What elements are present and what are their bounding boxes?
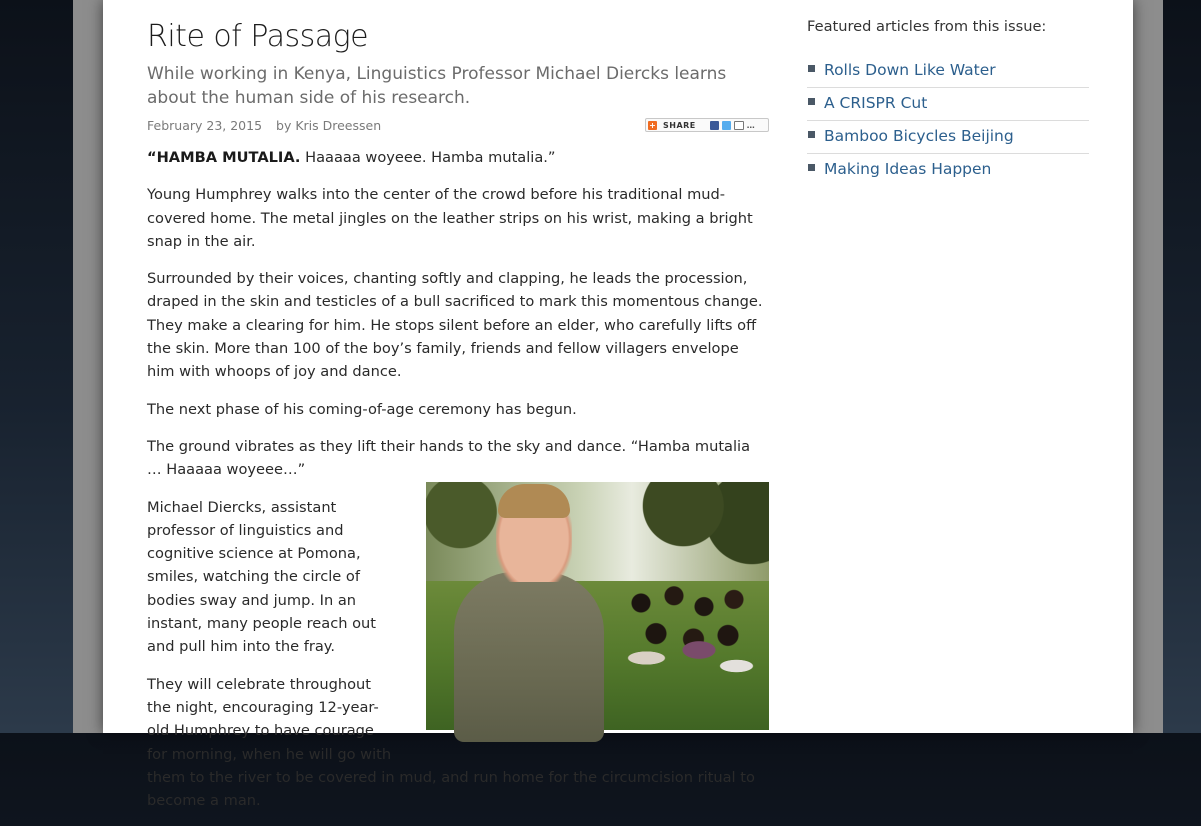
square-bullet-icon [808,65,815,72]
photo-children-clothes [609,618,759,698]
featured-item [807,56,1089,88]
featured-link-crispr[interactable]: A CRISPR Cut [824,93,928,112]
article-photo [426,482,769,730]
featured-list [807,56,1089,186]
twitter-icon[interactable] [722,121,731,130]
photo-man-body [454,572,604,742]
photo-man-hair [498,484,570,518]
share-button[interactable] [645,118,769,132]
share-label: SHARE [663,120,696,130]
square-bullet-icon [808,164,815,171]
featured-link-bamboo[interactable]: Bamboo Bicycles Beijing [824,126,1014,145]
featured-link-rolls-down[interactable]: Rolls Down Like Water [824,60,996,79]
featured-item [807,122,1089,154]
featured-link-ideas[interactable]: Making Ideas Happen [824,159,992,178]
square-bullet-icon [808,98,815,105]
featured-sidebar [807,16,1089,187]
article-meta [147,118,769,138]
more-icon[interactable]: … [746,120,755,130]
page [103,0,1133,810]
article-title: Rite of Passage [147,19,369,54]
featured-item [807,155,1089,186]
featured-item [807,89,1089,121]
paragraph-2: Young Humphrey walks into the center of the crowd before his traditional mud-covered home. The metal jingles on the leather strips on his wrist, making a bright snap in the air. [147,186,753,250]
article-date: February 23, 2015 [147,118,263,133]
addthis-plus-icon: + [649,120,656,130]
facebook-icon[interactable] [710,121,719,130]
paragraph-5: The ground vibrates as they lift their hands to the sky and dance. “Hamba mutalia … Haaaaa woyeee…” [147,437,751,479]
paragraph-3: Surrounded by their voices, chanting softly and clapping, he leads the procession, draped in the skin and testicles of a bull sacrificed to mark this momentous change. They make a clearing for him. He stops silent before an elder, who carefully lifts off the skin. More than 100 of the boy’s family, friends and fellow villagers envelope him with whoops of joy and dance. [147,270,763,381]
square-bullet-icon [808,131,815,138]
email-icon[interactable] [734,121,744,130]
lead-caps: “HAMBA MUTALIA. [147,149,301,166]
lead-rest: Haaaaa woyeee. Hamba mutalia.” [300,149,556,166]
article-subtitle: While working in Kenya, Linguistics Professor Michael Diercks learns about the human side of his research. [147,64,727,108]
paragraph-1 [147,146,769,169]
article-byline: by Kris Dreessen [276,118,382,133]
paragraph-4: The next phase of his coming-of-age ceremony has begun. [147,400,577,418]
sidebar-title: Featured articles from this issue: [807,18,1047,35]
paragraph-7: They will celebrate throughout the night, encouraging 12-year-old Humphrey to have courage for morning, when he will go with them to the river to be covered in mud, and run home for the circumcision ritual to become a man. [147,675,755,810]
paragraph-6: Michael Diercks, assistant professor of linguistics and cognitive science at Pomona, smiles, watching the circle of bodies sway and jump. In an instant, many people reach out and pull him into the fray. [147,498,377,656]
article-main [147,14,769,826]
article-body [147,146,769,812]
